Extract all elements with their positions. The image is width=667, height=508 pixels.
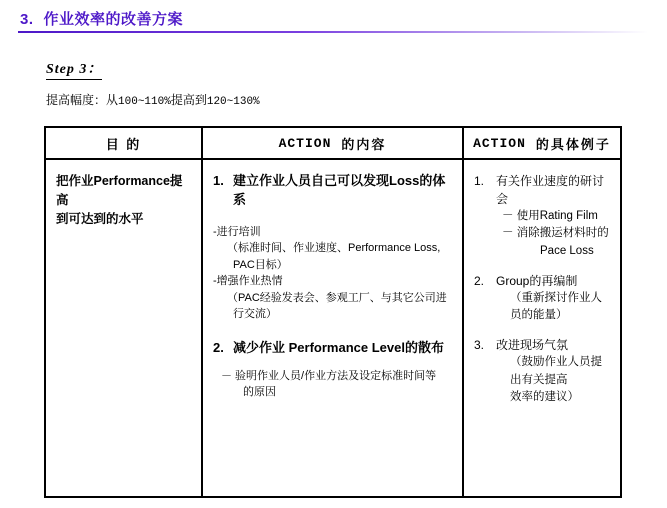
table-header-action-content: ACTION 的内容 [201,128,464,158]
action-item-2-number: 2. [213,339,224,355]
detail-motivation-a: （PAC经验发表会、参观工厂、与其它公司进 [227,291,447,304]
page-title-number: 3. [20,11,34,28]
example-sub-2: － 消除搬运材料时的 [502,227,609,240]
example-item [474,172,612,260]
action-item-2-details [213,368,454,401]
note-prefix: 提高幅度：从 [46,93,119,107]
step-label: Step 3： [46,58,102,80]
action-item-1-title: 建立作业人员自己可以发现Loss的体系 [233,173,446,207]
page-title [20,8,183,29]
page-title-text: 作业效率的改善方案 [43,11,184,28]
example-item [474,336,612,406]
note-middle: 提高到 [170,93,207,107]
example-sub-1: （鼓励作业人员提出有关提高 [510,356,602,386]
table-header-row [46,128,620,160]
action-item-1-number: 1. [213,173,224,188]
cell-purpose [46,160,201,496]
detail-motivation: -增强作业热情 [213,275,283,288]
example-title: 有关作业速度的研讨会 [496,174,605,206]
table-header-purpose: 目 的 [105,136,142,152]
cell-action-content [201,160,464,496]
action-item-1-details [213,224,454,323]
example-sub-3: Pace Loss [540,244,594,257]
title-divider [18,31,648,33]
detail-training-a: （标准时间、作业速度、Performance Loss, [227,242,441,255]
note-range-to: 120~130% [206,96,260,108]
example-sub-1: － 使用Rating Film [502,210,598,222]
detail-motivation-b: 行交流） [233,308,277,321]
action-table [44,126,622,498]
example-sub-2: 效率的建议） [510,390,579,403]
action-item-2 [213,339,454,358]
detail-causes: － 验明作业人员/作业方法及设定标准时间等 [221,369,437,382]
table-body-row [46,160,620,496]
detail-causes-b: 的原因 [243,386,276,399]
table-header-action-examples: ACTION 的具体例子 [473,135,611,152]
detail-training: -进行培训 [213,225,261,238]
example-number: 2. [474,273,485,288]
purpose-line-1: 把作业Performance提高 [56,174,183,207]
action-item-2-title: 减少作业 Performance Level的散布 [233,339,444,355]
purpose-line-2: 到可达到的水平 [56,211,144,226]
cell-action-examples [464,160,620,496]
example-item [474,272,612,325]
detail-training-b: PAC目标） [233,258,288,271]
note-range-from: 100~110% [118,96,171,108]
example-title: 改进现场气氛 [496,338,569,353]
action-item-1 [213,172,454,210]
improvement-range-note [46,91,260,108]
example-title: Group的再编制 [496,273,578,288]
example-number: 1. [474,174,485,188]
example-number: 3. [474,338,485,353]
example-sub-1: （重新探讨作业人员的能量） [510,291,602,321]
